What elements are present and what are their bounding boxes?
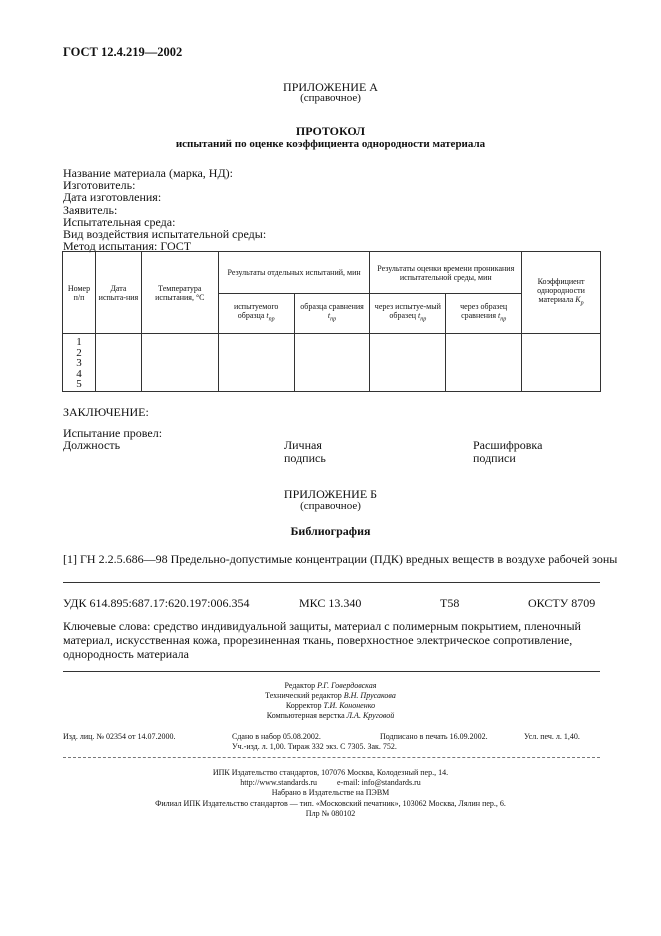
empty-cell xyxy=(522,334,601,392)
protocol-title: ПРОТОКОЛ xyxy=(295,124,366,138)
divider xyxy=(63,671,600,672)
t-symbol: t xyxy=(498,311,501,321)
t-symbol: t xyxy=(266,311,269,321)
appendix-a-note: (справочное) xyxy=(300,92,361,104)
publisher-license: Плр № 080102 xyxy=(305,809,356,818)
typeset-date: Сдано в набор 05.08.2002. xyxy=(232,732,321,741)
print-run-info: Уч.-изд. л. 1,00. Тираж 332 экз. С 7305. Зак. 752. xyxy=(232,742,397,751)
credit-layout-label: Компьютерная верстка xyxy=(266,711,345,720)
credit-editor-name: Р.Г. Говердовская xyxy=(317,681,377,690)
protocol-fields xyxy=(63,167,266,252)
protocol-subtitle: испытаний по оценке коэффициента однородности материала xyxy=(175,138,486,150)
credit-layout-name: Л.А. Круговой xyxy=(346,711,395,720)
th-ref-sample xyxy=(294,294,370,334)
coef-subscript: р xyxy=(580,300,584,307)
row-number: 5 xyxy=(76,378,82,390)
th-test-sample-label: испытуемого образца xyxy=(233,302,279,321)
row-number: 3 xyxy=(76,357,82,369)
th-through-ref-label: через образец сравнения xyxy=(460,302,508,321)
t-subscript: пр xyxy=(500,316,507,323)
empty-cell xyxy=(370,334,446,392)
appendix-b-title: ПРИЛОЖЕНИЕ Б xyxy=(283,487,378,501)
divider xyxy=(63,582,600,583)
empty-cell xyxy=(218,334,294,392)
conducted-by: Испытание провел: xyxy=(63,426,163,440)
okstu-code: ОКСТУ 8709 xyxy=(528,596,596,610)
field-test-method: Метод испытания: ГОСТ xyxy=(63,239,192,254)
coef-symbol: K xyxy=(575,294,581,304)
divider-dashed xyxy=(63,757,600,758)
credit-editor-label: Редактор xyxy=(284,681,316,690)
credit-layout xyxy=(0,711,661,720)
license-info: Изд. лиц. № 02354 от 14.07.2000. xyxy=(63,732,176,741)
category-code: Т58 xyxy=(440,596,460,610)
credit-proof-label: Корректор xyxy=(285,701,322,710)
personal-label: Личная xyxy=(284,438,322,452)
th-group-penetration: Результаты оценки времени проникания испытательной среды, мин xyxy=(370,252,522,294)
bibliography-entry: [1] ГН 2.2.5.686—98 Предельно-допустимые концентрации (ПДК) вредных веществ в воздухе рабочей зоны xyxy=(63,552,618,566)
row-number: 2 xyxy=(76,346,82,359)
publisher-typeset: Набрано в Издательстве на ПЭВМ xyxy=(271,788,390,797)
signature2-label: подписи xyxy=(473,451,516,465)
empty-cell xyxy=(95,334,141,392)
t-symbol: t xyxy=(327,311,331,321)
publisher-web: http://www.standards.ru e-mail: info@standards.ru xyxy=(240,778,421,787)
credit-tech-label: Технический редактор xyxy=(265,691,342,700)
t-subscript: пр xyxy=(420,316,427,323)
print-sheets: Усл. печ. л. 1,40. xyxy=(524,732,580,741)
appendix-b-note: (справочное) xyxy=(300,500,361,512)
udk-code: УДК 614.895:687.17:620.197:006.354 xyxy=(63,596,250,610)
th-through-ref xyxy=(446,294,522,334)
th-number: Номер п/п xyxy=(63,252,96,334)
th-temperature: Температура испытания, °С xyxy=(141,252,218,334)
conclusion-label: ЗАКЛЮЧЕНИЕ: xyxy=(63,405,149,419)
protocol-table xyxy=(62,251,601,392)
field-material-name: Название материала (марка, НД): xyxy=(63,166,233,180)
credit-editor xyxy=(0,681,661,690)
empty-cell xyxy=(446,334,522,392)
th-through-test xyxy=(370,294,446,334)
credit-tech-editor xyxy=(0,691,661,700)
empty-cell xyxy=(294,334,370,392)
row-number: 1 xyxy=(76,336,82,348)
th-test-sample xyxy=(218,294,294,334)
th-through-test-label: через испытуе-мый образец xyxy=(374,302,441,321)
credit-proofreader xyxy=(0,701,661,710)
row-numbers-cell xyxy=(63,334,96,392)
th-coefficient xyxy=(522,252,601,334)
credit-proof-name: Т.И. Кононенко xyxy=(323,701,376,710)
field-manufacture-date: Дата изготовления: xyxy=(63,190,162,205)
th-date: Дата испыта-ния xyxy=(95,252,141,334)
bibliography-heading: Библиография xyxy=(290,524,371,538)
th-group-results: Результаты отдельных испытаний, мин xyxy=(218,252,370,294)
field-manufacturer: Изготовитель: xyxy=(63,178,136,193)
keywords: Ключевые слова: средство индивидуальной защиты, материал с полимерным покрытием, пленочный материал, искусственная кожа, прорезиненная ткань, поверхностное электрическое сопротивление, однородность материала xyxy=(63,619,581,661)
t-symbol: t xyxy=(418,311,421,321)
decoding-label: Расшифровка xyxy=(473,438,543,452)
empty-cell xyxy=(141,334,218,392)
publisher-address: ИПК Издательство стандартов, 107076 Москва, Колодезный пер., 14. xyxy=(212,768,449,777)
document-header: ГОСТ 12.4.219—2002 xyxy=(63,45,183,59)
th-coefficient-label: Коэффициент однородности материала xyxy=(537,276,585,304)
field-test-medium: Испытательная среда: xyxy=(63,214,176,229)
th-ref-sample-label: образца сравнения xyxy=(300,302,364,312)
row-number: 4 xyxy=(76,367,82,380)
appendix-a-title: ПРИЛОЖЕНИЕ А xyxy=(283,80,378,94)
t-subscript: пр xyxy=(268,316,275,323)
print-signed-date: Подписано в печать 16.09.2002. xyxy=(380,732,488,741)
signature-label: подпись xyxy=(284,451,326,465)
field-medium-exposure: Вид воздействия испытательной среды: xyxy=(63,227,267,242)
t-subscript: пр xyxy=(330,316,337,323)
position-label: Должность xyxy=(63,438,121,452)
publisher-branch: Филиал ИПК Издательство стандартов — тип. «Московский печатник», 103062 Москва, Лялин пер., 6. xyxy=(155,799,506,808)
mks-code: МКС 13.340 xyxy=(299,596,362,610)
credit-tech-name: В.Н. Прусакова xyxy=(343,691,396,700)
field-applicant: Заявитель: xyxy=(63,202,118,217)
